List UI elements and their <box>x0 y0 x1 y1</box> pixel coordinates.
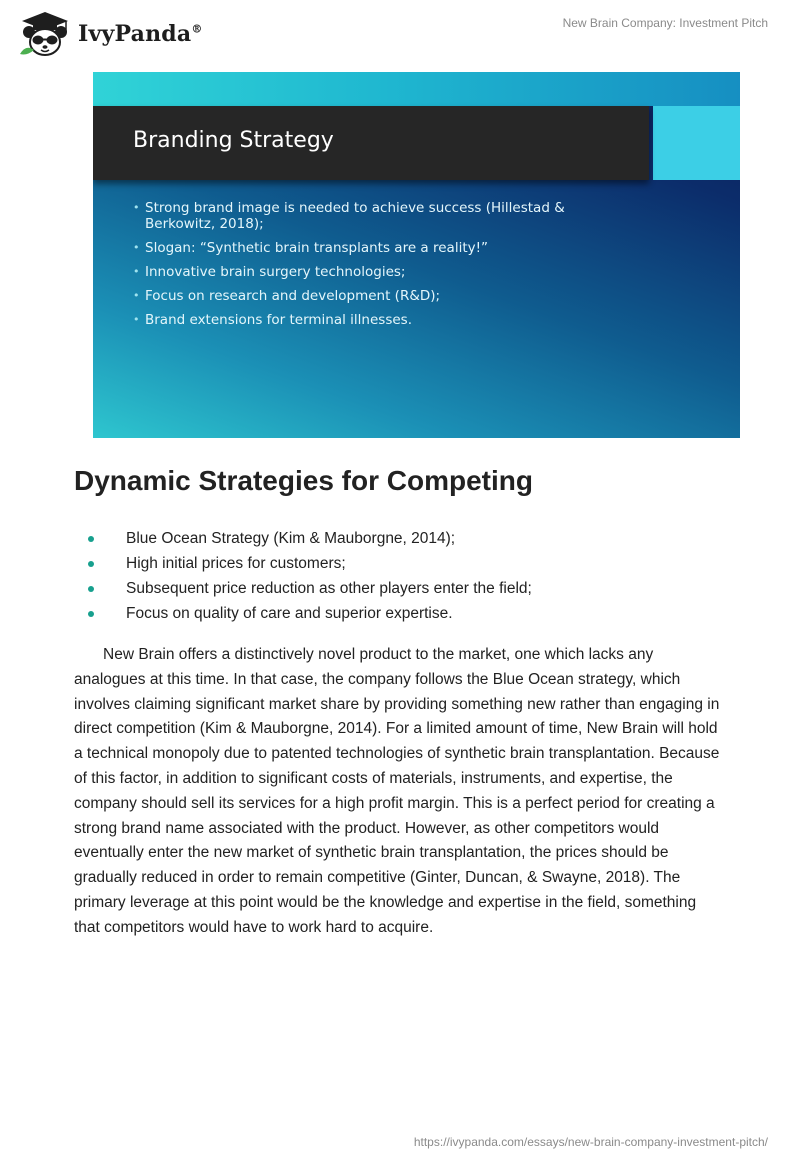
panda-graduate-icon <box>16 10 74 58</box>
source-url-link[interactable]: https://ivypanda.com/essays/new-brain-company-investment-pitch/ <box>413 1135 768 1149</box>
list-item-text: Blue Ocean Strategy (Kim & Mauborgne, 2014); <box>126 530 456 547</box>
slide-accent-block <box>653 106 740 180</box>
list-item-text: Focus on quality of care and superior expertise. <box>126 605 453 622</box>
slide-title-bar <box>93 106 649 180</box>
list-item <box>88 576 532 601</box>
slide-bullet: • Innovative brain surgery technologies; <box>133 264 613 280</box>
bullet-dot-icon <box>88 561 94 567</box>
strategy-bullet-list <box>88 526 532 626</box>
list-item-text: Subsequent price reduction as other players enter the field; <box>126 580 532 597</box>
slide-bullet: • Focus on research and development (R&D); <box>133 288 613 304</box>
list-item <box>88 551 532 576</box>
body-paragraph: New Brain offers a distinctively novel product to the market, one which lacks any analogues at this time. In that case, the company follows the Blue Ocean strategy, which involves claiming significant market share by providing something new rather than engaging in direct competition (Kim & Mauborgne, 2014). For a limited amount of time, New Brain will hold a technical monopoly due to patented technologies of synthetic brain transplantation. Because of this factor, in addition to significant costs of materials, instruments, and expertise, the company should sell its services for a high profit margin. This is a perfect period for creating a strong brand name associated with the product. However, as other competitors would eventually enter the new market of synthetic brain transplantation, the prices should be gradually reduced in order to remain competitive (Ginter, Duncan, & Swayne, 2018). The primary leverage at this point would be the knowledge and expertise in the field, something that competitors would have to work hard to acquire. <box>74 646 720 936</box>
section-heading: Dynamic Strategies for Competing <box>74 465 533 496</box>
site-logo[interactable] <box>16 10 203 58</box>
slide-bullet: • Slogan: “Synthetic brain transplants are a reality!” <box>133 240 613 256</box>
slide-top-band <box>93 72 740 106</box>
bullet-dot-icon <box>88 611 94 617</box>
list-item <box>88 526 532 551</box>
slide-title: Branding Strategy <box>133 128 334 153</box>
slide-image <box>93 72 740 438</box>
bullet-dot-icon <box>88 586 94 592</box>
slide-bullet: • Strong brand image is needed to achieve success (Hillestad & Berkowitz, 2018); <box>133 200 613 232</box>
list-item <box>88 601 532 626</box>
brand-name: IvyPanda® <box>78 21 203 47</box>
slide-bullet: • Brand extensions for terminal illnesses. <box>133 312 613 328</box>
list-item-text: High initial prices for customers; <box>126 555 346 572</box>
bullet-dot-icon <box>88 536 94 542</box>
slide-bullet-list <box>133 200 613 336</box>
document-title: New Brain Company: Investment Pitch <box>562 16 768 30</box>
